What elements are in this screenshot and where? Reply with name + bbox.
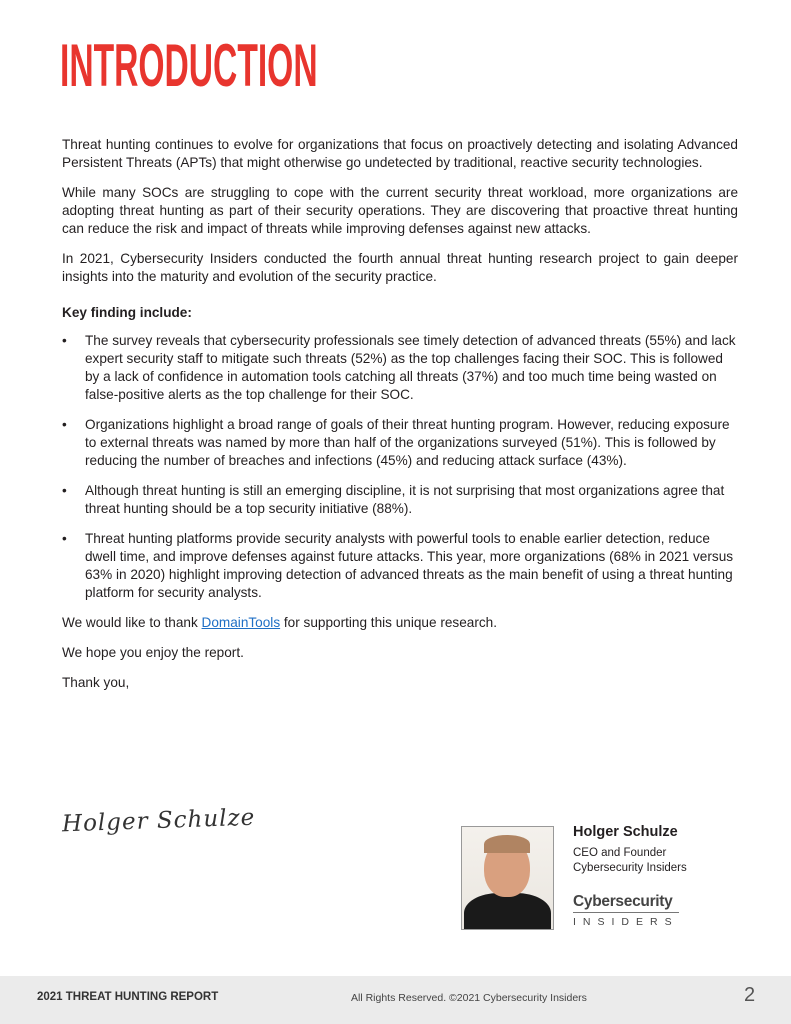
intro-paragraph: In 2021, Cybersecurity Insiders conducted the fourth annual threat hunting research project to gain deeper insights into the maturity and evolution of the security practice. <box>62 251 738 284</box>
footer <box>0 976 791 1024</box>
body-content <box>62 136 738 704</box>
page-title: INTRODUCTION <box>60 32 318 99</box>
list-item <box>62 332 738 404</box>
author-title: CEO and Founder <box>573 847 667 859</box>
bullet-text: Although threat hunting is still an emerging discipline, it is not surprising that most organizations agree that threat hunting should be a top security initiative (88%). <box>85 483 725 516</box>
bullet-icon: • <box>62 333 67 348</box>
key-findings-heading: Key finding include: <box>62 305 192 320</box>
logo-line1: Cybersecurity <box>573 893 679 913</box>
author-photo <box>461 826 554 930</box>
page-number: 2 <box>744 984 756 1006</box>
intro-paragraph: Threat hunting continues to evolve for organizations that focus on proactively detecting and isolating Advanced Persistent Threats (APTs) that might otherwise go undetected by traditional, reactive security technologies. <box>62 137 738 170</box>
author-name: Holger Schulze <box>573 824 678 840</box>
signature: Holger Schulze <box>61 804 256 838</box>
closing: Thank you, <box>62 675 130 690</box>
bullet-icon: • <box>62 483 67 498</box>
cybersecurity-insiders-logo <box>573 893 679 928</box>
author-org: Cybersecurity Insiders <box>573 862 687 874</box>
bullet-icon: • <box>62 531 67 546</box>
thanks-text: We would like to thank <box>62 615 202 630</box>
intro-paragraph: While many SOCs are struggling to cope with the current security threat workload, more organizations are adopting threat hunting as part of their security operations. They are discovering that proactive threat hunting can reduce the risk and impact of threats while improving defenses against new attacks. <box>62 185 738 236</box>
footer-report-title: 2021 THREAT HUNTING REPORT <box>37 991 219 1003</box>
footer-copyright: All Rights Reserved. ©2021 Cybersecurity Insiders <box>351 992 587 1004</box>
bullet-text: Organizations highlight a broad range of goals of their threat hunting program. However, reducing exposure to external threats was named by more than half of the organizations surveyed (51%). This is followed by reducing the number of breaches and infections (45%) and reducing attack surface (43%). <box>85 417 730 468</box>
bullet-text: Threat hunting platforms provide security analysts with powerful tools to enable earlier detection, reduce dwell time, and improve defenses against future attacks. This year, more organizations (68% in 2021 versus 63% in 2020) highlight improving detection of advanced threats as the main benefit of using a threat hunting platform for security analysts. <box>85 531 734 600</box>
thanks-text: for supporting this unique research. <box>280 615 497 630</box>
thanks-paragraph <box>62 614 738 632</box>
enjoy-paragraph: We hope you enjoy the report. <box>62 645 244 660</box>
domaintools-link[interactable]: DomainTools <box>201 615 281 630</box>
logo-line2: INSIDERS <box>573 916 679 928</box>
list-item <box>62 530 738 602</box>
list-item <box>62 482 738 518</box>
list-item <box>62 416 738 470</box>
bullet-icon: • <box>62 417 67 432</box>
bullet-text: The survey reveals that cybersecurity professionals see timely detection of advanced threats (55%) and lack expert security staff to mitigate such threats (52%) as the top challenges facing their SOC. This is followed by a lack of confidence in automation tools catching all threats (37%) and too much time being wasted on false-positive alerts as the top challenge for their SOC. <box>85 333 736 402</box>
author-role <box>573 846 687 876</box>
key-findings-list <box>62 332 738 602</box>
